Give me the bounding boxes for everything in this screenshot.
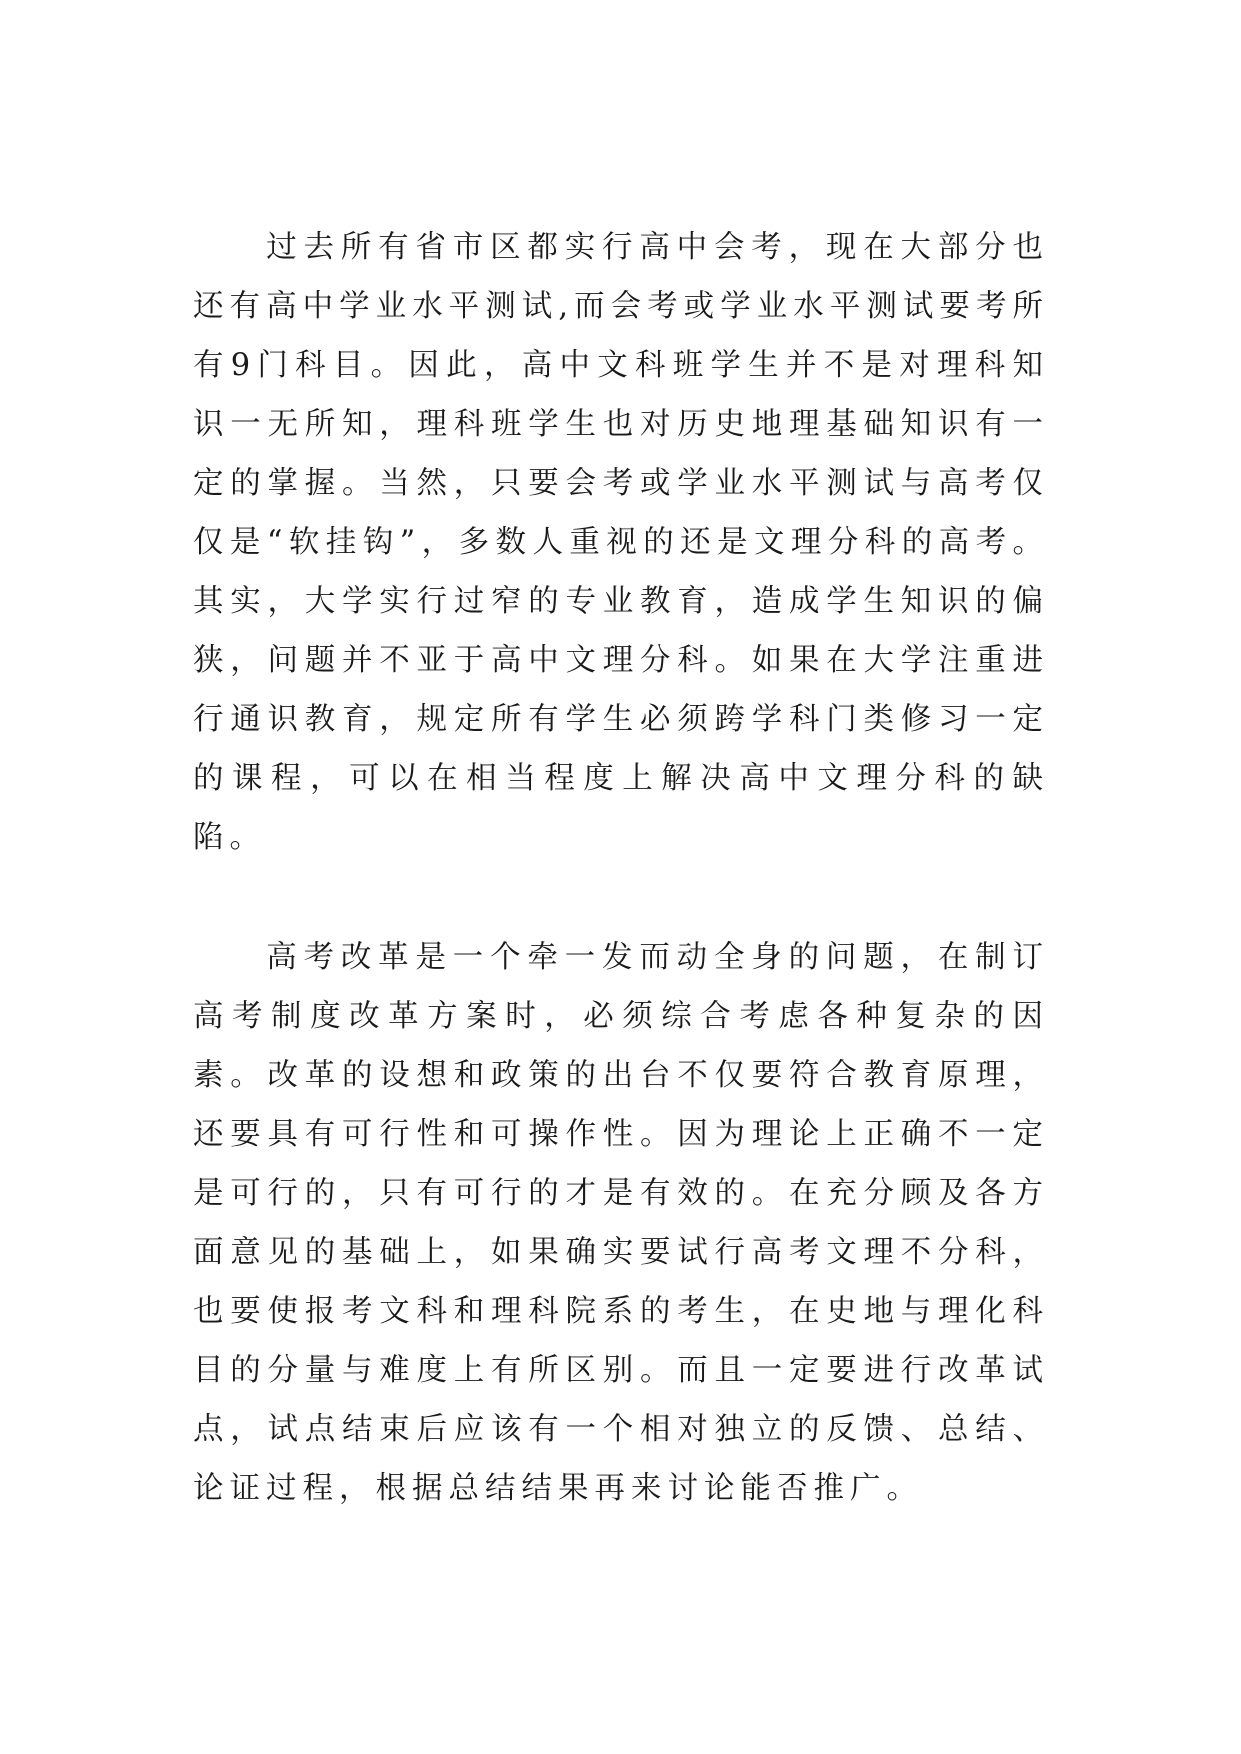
paragraph-1: 过去所有省市区都实行高中会考，现在大部分也还有高中学业水平测试,而会考或学业水平测试要考所有9门科目。因此，高中文科班学生并不是对理科知识一无所知，理科班学生也对历史地理基础知识有一定的掌握。当然，只要会考或学业水平测试与高考仅仅是“软挂钩”，多数人重视的还是文理分科的高考。其实，大学实行过窄的专业教育，造成学生知识的偏狭，问题并不亚于高中文理分科。如果在大学注重进行通识教育，规定所有学生必须跨学科门类修习一定的课程，可以在相当程度上解决高中文理分科的缺陷。 [193,230,1049,855]
document-body [193,218,1049,1518]
paragraph-2: 高考改革是一个牵一发而动全身的问题，在制订高考制度改革方案时，必须综合考虑各种复杂的因素。改革的设想和政策的出台不仅要符合教育原理，还要具有可行性和可操作性。因为理论上正确不一定是可行的，只有可行的才是有效的。在充分顾及各方面意见的基础上，如果确实要试行高考文理不分科，也要使报考文科和理科院系的考生，在史地与理化科目的分量与难度上有所区别。而且一定要进行改革试点，试点结束后应该有一个相对独立的反馈、总结、论证过程，根据总结结果再来讨论能否推广。 [193,940,1049,1506]
